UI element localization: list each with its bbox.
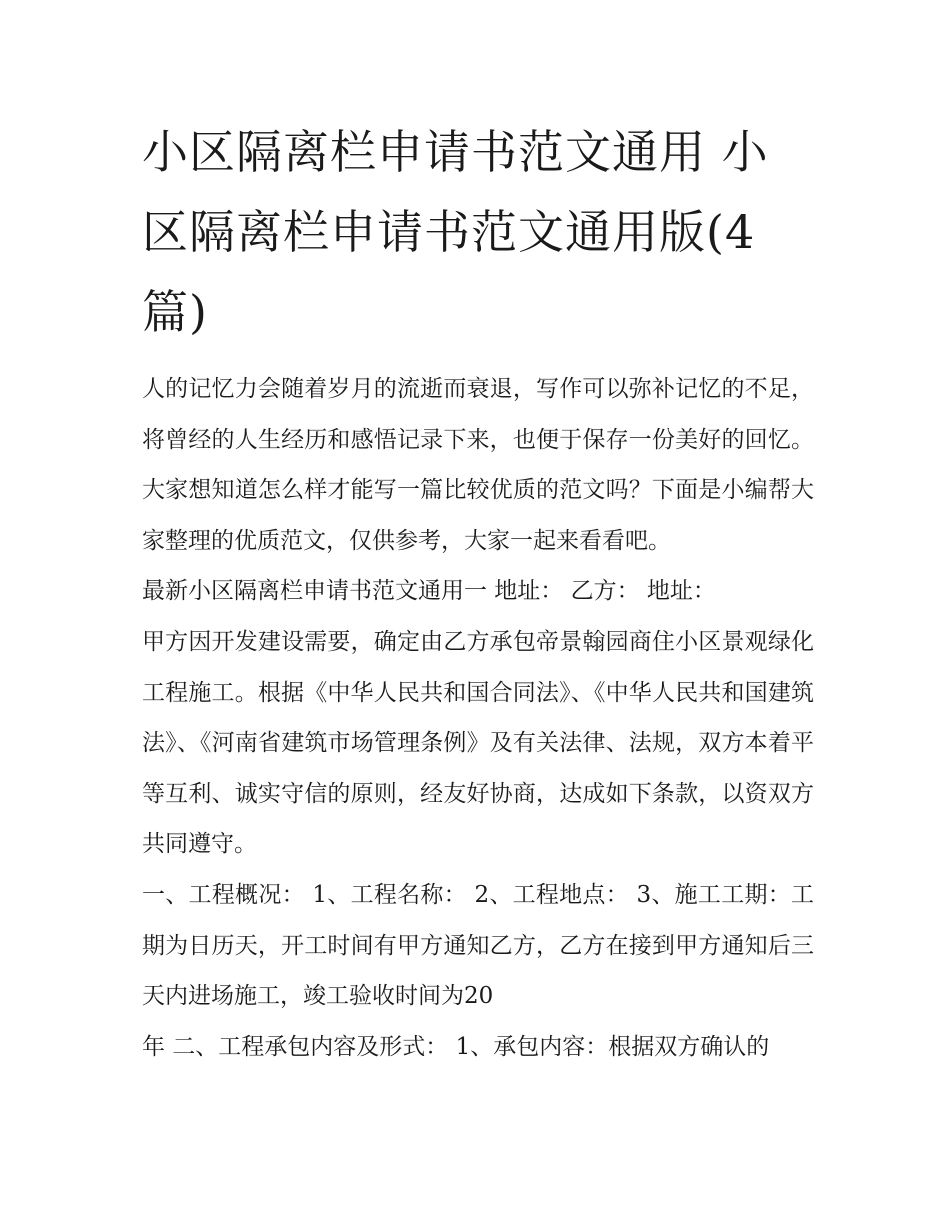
document-title: 小区隔离栏申请书范文通用 小区隔离栏申请书范文通用版(4篇) [142, 125, 769, 339]
paragraph-project-overview: 一、工程概况： 1、工程名称： 2、工程地点： 3、施工工期：工期为日历天，开工时间有甲方通知乙方，乙方在接到甲方通知后三天内进场施工，竣工验收时间为20 [142, 881, 814, 1010]
paragraph-intro: 人的记忆力会随着岁月的流逝而衰退，写作可以弥补记忆的不足，将曾经的人生经历和感悟记录下来，也便于保存一份美好的回忆。大家想知道怎么样才能写一篇比较优质的范文吗？下面是小编帮大家整理的优质范文，仅供参考，大家一起来看看吧。 [142, 376, 814, 554]
paragraph-scope: 年 二、工程承包内容及形式： 1、承包内容：根据双方确认的 [142, 1033, 770, 1060]
document-body [142, 364, 814, 1072]
paragraph-heading-1: 最新小区隔离栏申请书范文通用一 地址： 乙方： 地址： [142, 578, 716, 605]
document-page [142, 112, 814, 1072]
paragraph-contract-preamble: 甲方因开发建设需要，确定由乙方承包帝景翰园商住小区景观绿化工程施工。根据《中华人民共和国合同法》、《中华人民共和国建筑法》、《河南省建筑市场管理条例》及有关法律、法规，双方本着平等互利、诚实守信的原则，经友好协商，达成如下条款，以资双方共同遵守。 [142, 628, 814, 858]
